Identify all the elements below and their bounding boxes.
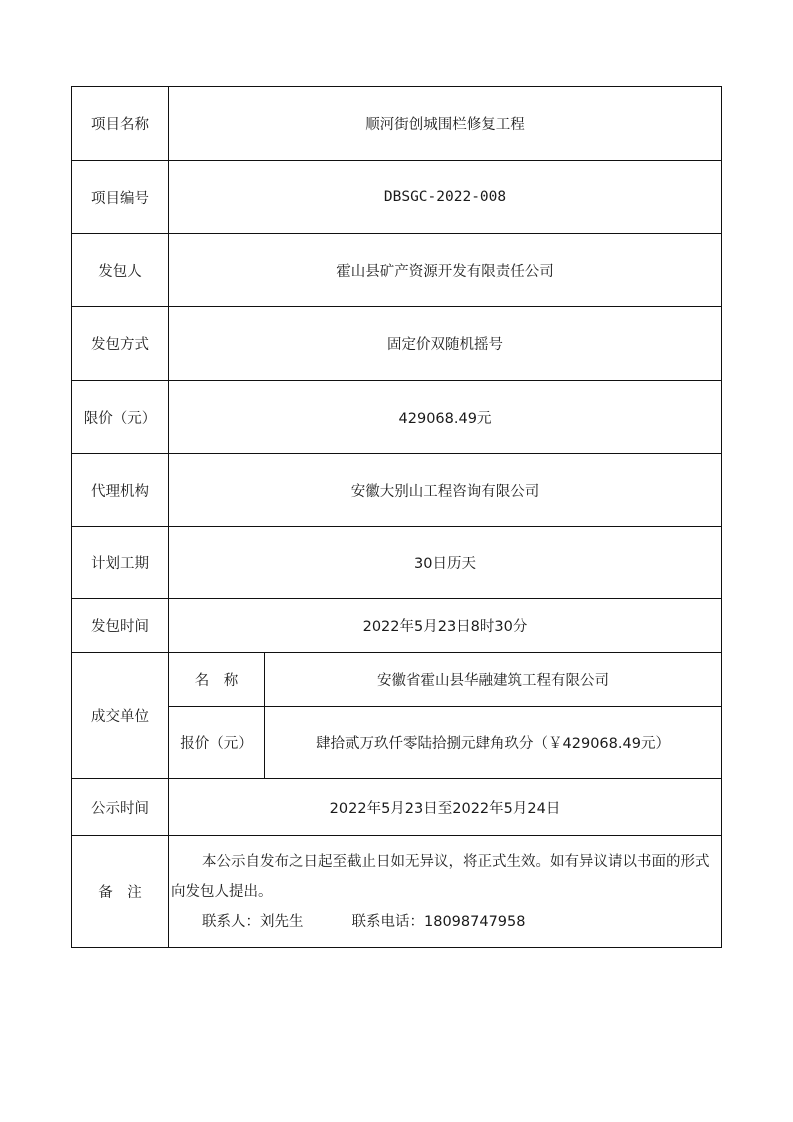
- value-publicity: 2022年5月23日至2022年5月24日: [169, 779, 722, 836]
- label-project-code: 项目编号: [72, 161, 169, 234]
- row-project-code: [72, 161, 722, 234]
- value-project-code: DBSGC-2022-008: [169, 161, 722, 234]
- label-publicity: 公示时间: [72, 779, 169, 836]
- label-contract-time: 发包时间: [72, 599, 169, 653]
- label-winner: 成交单位: [72, 653, 169, 779]
- value-winner-price: 肆拾贰万玖仟零陆拾捌元肆角玖分（￥429068.49元）: [265, 707, 722, 779]
- row-price-limit: [72, 381, 722, 454]
- value-contract-method: 固定价双随机摇号: [169, 307, 722, 381]
- bid-result-table: [71, 86, 722, 948]
- row-project-name: [72, 87, 722, 161]
- value-agency: 安徽大别山工程咨询有限公司: [169, 454, 722, 527]
- remarks-text: 本公示自发布之日起至截止日如无异议，将正式生效。如有异议请以书面的形式向发包人提出。: [171, 853, 710, 900]
- value-employer: 霍山县矿产资源开发有限责任公司: [169, 234, 722, 307]
- label-duration: 计划工期: [72, 527, 169, 599]
- label-contract-method: 发包方式: [72, 307, 169, 381]
- value-price-limit: 429068.49元: [169, 381, 722, 454]
- row-winner-name: [72, 653, 722, 707]
- row-agency: [72, 454, 722, 527]
- label-remarks: 备 注: [72, 836, 169, 948]
- row-employer: [72, 234, 722, 307]
- value-project-name: 顺河街创城围栏修复工程: [169, 87, 722, 161]
- contact-phone: 联系电话：18098747958: [351, 913, 526, 930]
- row-contract-method: [72, 307, 722, 381]
- value-contract-time: 2022年5月23日8时30分: [169, 599, 722, 653]
- label-project-name: 项目名称: [72, 87, 169, 161]
- label-winner-price: 报价（元）: [169, 707, 265, 779]
- row-contract-time: [72, 599, 722, 653]
- value-duration: 30日历天: [169, 527, 722, 599]
- label-price-limit: 限价（元）: [72, 381, 169, 454]
- value-remarks: [169, 836, 722, 948]
- value-winner-name: 安徽省霍山县华融建筑工程有限公司: [265, 653, 722, 707]
- label-employer: 发包人: [72, 234, 169, 307]
- contact-person: 联系人：刘先生: [202, 913, 304, 930]
- label-winner-name: 名 称: [169, 653, 265, 707]
- row-publicity: [72, 779, 722, 836]
- row-duration: [72, 527, 722, 599]
- label-agency: 代理机构: [72, 454, 169, 527]
- row-remarks: [72, 836, 722, 948]
- remarks-contact: [171, 907, 715, 937]
- row-winner-price: [72, 707, 722, 779]
